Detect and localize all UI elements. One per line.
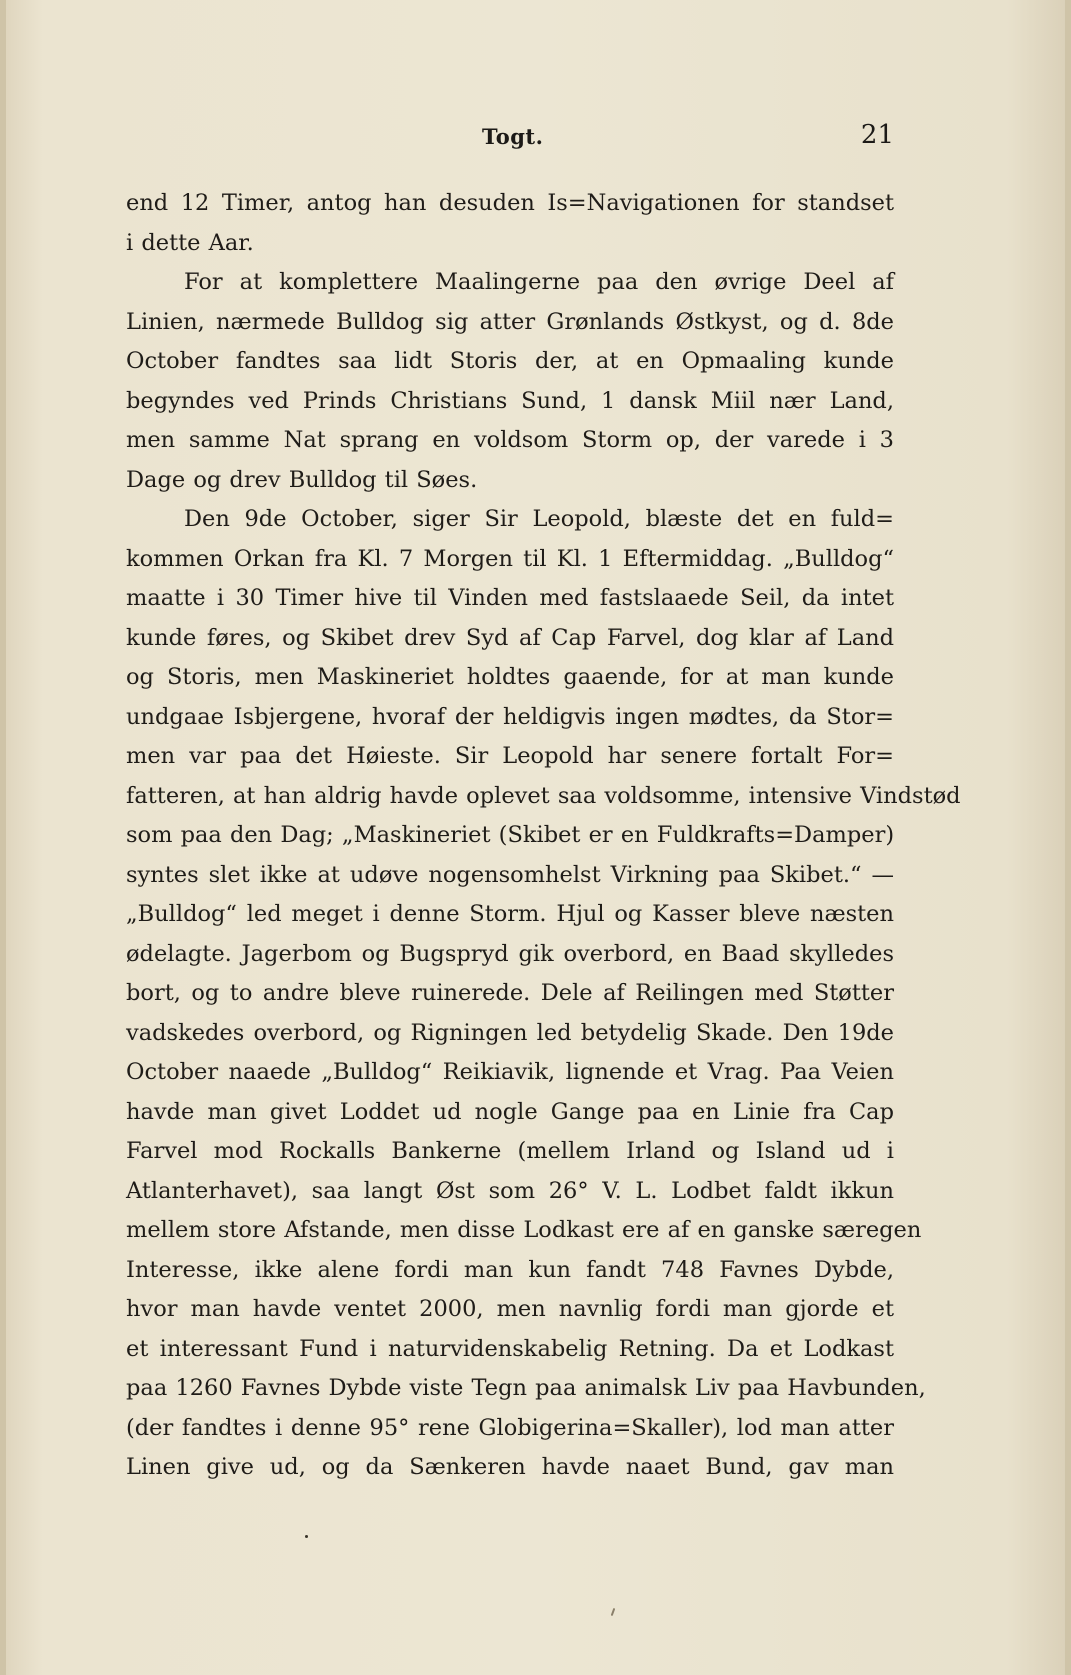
paper-speck — [611, 1608, 616, 1616]
text-line: men var paa det Høieste. Sir Leopold har senere fortalt For= — [126, 743, 894, 769]
text-line: begyndes ved Prinds Christians Sund, 1 dansk Miil nær Land, — [126, 387, 894, 414]
text-line: end 12 Timer, antog han desuden Is=Navigationen for standset — [126, 190, 894, 216]
text-line: „Bulldog“ led meget i denne Storm. Hjul og Kasser bleve næsten — [126, 901, 894, 927]
running-head — [124, 120, 894, 160]
text-line: havde man givet Loddet ud nogle Gange paa en Linie fra Cap — [126, 1098, 894, 1125]
text-line: vadskedes overbord, og Rigningen led betydelig Skade. Den 19de — [126, 1019, 894, 1046]
text-line: undgaae Isbjergene, hvoraf der heldigvis ingen mødtes, da Stor= — [126, 703, 894, 730]
text-line: Dage og drev Bulldog til Søes. — [126, 466, 478, 493]
text-line: som paa den Dag; „Maskineriet (Skibet er en Fuldkrafts=Damper) — [126, 822, 895, 848]
text-line: Linien, nærmede Bulldog sig atter Grønlands Østkyst, og d. 8de — [126, 308, 894, 335]
text-line: mellem store Afstande, men disse Lodkast ere af en ganske særegen — [126, 1217, 922, 1243]
text-line: ødelagte. Jagerbom og Bugspryd gik overbord, en Baad skylledes — [126, 940, 894, 967]
running-title: Togt. — [482, 124, 544, 149]
text-line: hvor man havde ventet 2000, men navnlig fordi man gjorde et — [126, 1296, 894, 1322]
text-line: Interesse, ikke alene fordi man kun fandt 748 Favnes Dybde, — [126, 1256, 894, 1283]
text-line: For at komplettere Maalingerne paa den øvrige Deel af — [184, 269, 894, 295]
text-line: i dette Aar. — [126, 229, 254, 256]
page-number: 21 — [860, 120, 894, 150]
page-right-edge — [1065, 0, 1071, 1675]
text-line: syntes slet ikke at udøve nogensomhelst Virkning paa Skibet.“ — — [126, 861, 894, 888]
text-line: Den 9de October, siger Sir Leopold, blæste det en fuld= — [184, 506, 894, 532]
paper-speck — [305, 1535, 308, 1538]
page-left-edge — [0, 0, 6, 1675]
text-line: et interessant Fund i naturvidenskabelig Retning. Da et Lodkast — [126, 1335, 894, 1362]
text-line: men samme Nat sprang en voldsom Storm op, der varede i 3 — [126, 427, 894, 453]
text-line: Farvel mod Rockalls Bankerne (mellem Irland og Island ud i — [126, 1138, 894, 1164]
body-text — [126, 184, 961, 1488]
text-line: (der fandtes i denne 95° rene Globigerina=Skaller), lod man atter — [126, 1414, 894, 1441]
text-line: kunde føres, og Skibet drev Syd af Cap Farvel, dog klar af Land — [126, 624, 894, 651]
text-line: Linen give ud, og da Sænkeren havde naaet Bund, gav man — [126, 1454, 894, 1480]
text-line: October naaede „Bulldog“ Reikiavik, lignende et Vrag. Paa Veien — [126, 1059, 894, 1085]
text-line: bort, og to andre bleve ruinerede. Dele af Reilingen med Støtter — [126, 980, 894, 1006]
text-line: fatteren, at han aldrig havde oplevet saa voldsomme, intensive Vindstød — [126, 782, 961, 809]
text-line: kommen Orkan fra Kl. 7 Morgen til Kl. 1 Eftermiddag. „Bulldog“ — [126, 545, 894, 572]
text-line: og Storis, men Maskineriet holdtes gaaende, for at man kunde — [126, 664, 894, 690]
text-line: October fandtes saa lidt Storis der, at en Opmaaling kunde — [126, 348, 894, 374]
text-line: Atlanterhavet), saa langt Øst som 26° V. L. Lodbet faldt ikkun — [126, 1177, 894, 1204]
text-line: paa 1260 Favnes Dybde viste Tegn paa animalsk Liv paa Havbunden, — [126, 1375, 926, 1401]
text-line: maatte i 30 Timer hive til Vinden med fastslaaede Seil, da intet — [126, 585, 894, 611]
